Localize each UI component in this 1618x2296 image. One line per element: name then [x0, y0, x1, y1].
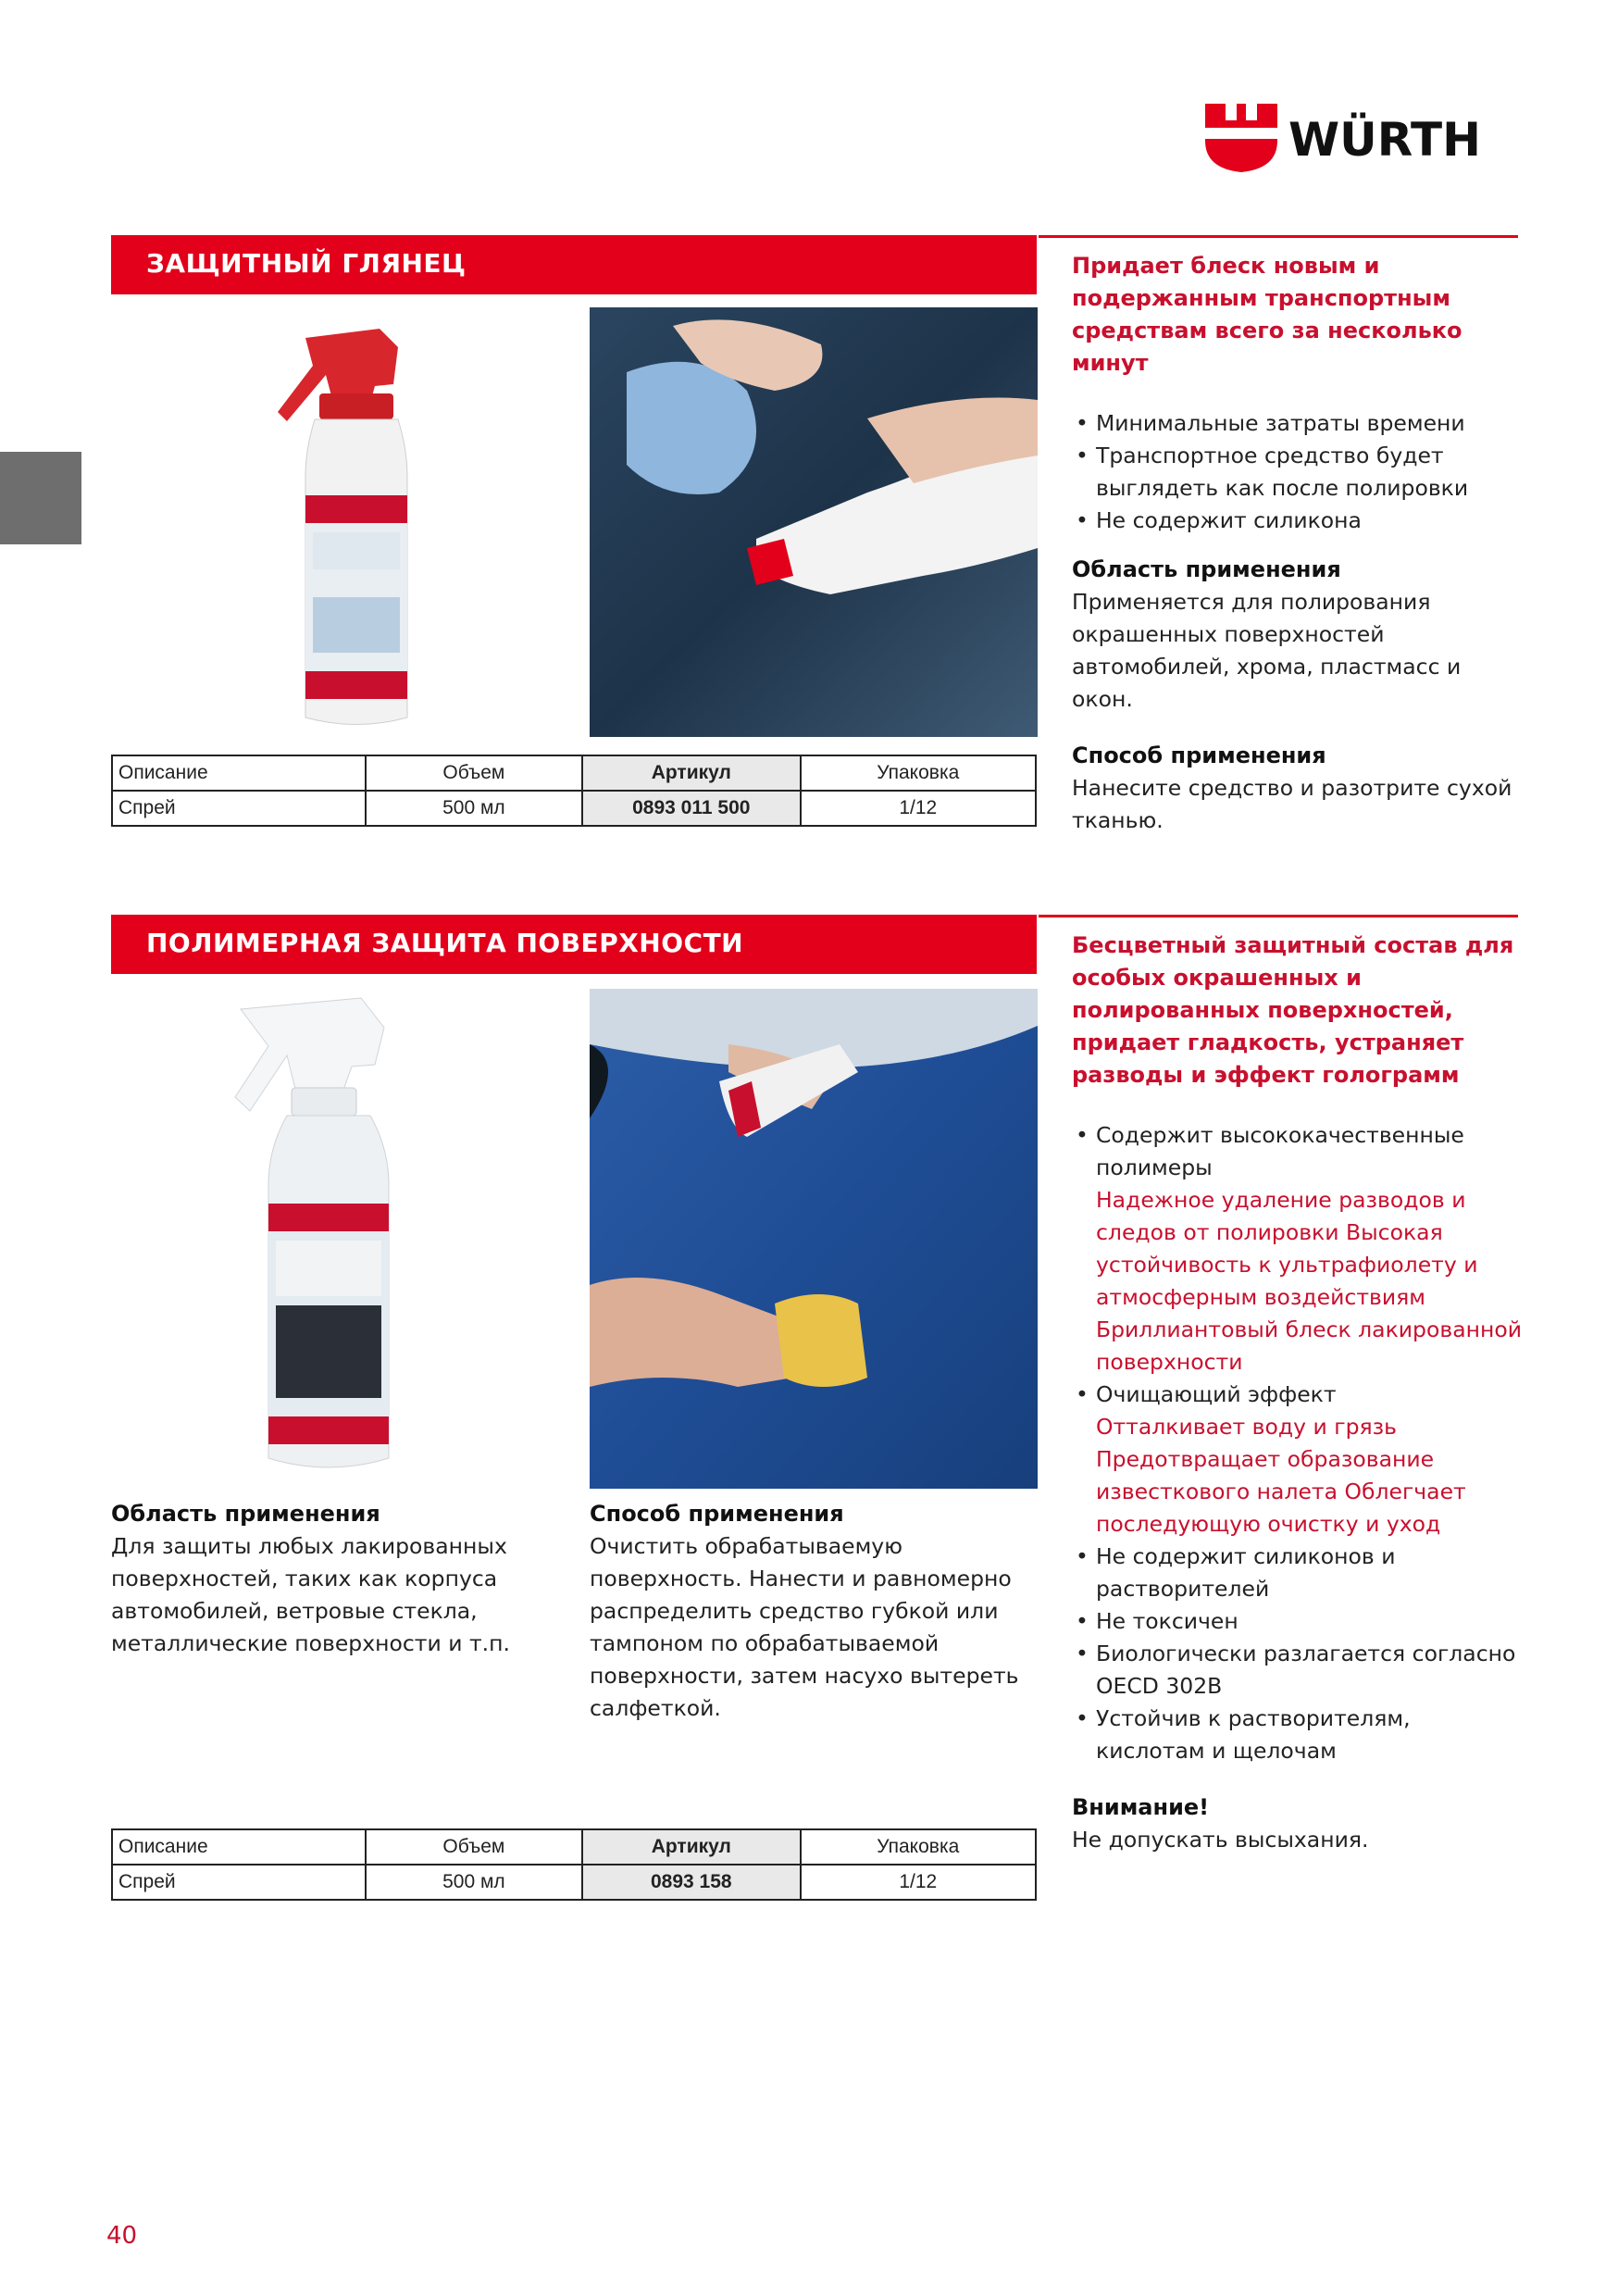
page-number: 40: [106, 2222, 138, 2250]
table-cell: 1/12: [801, 791, 1036, 826]
table-header: Артикул: [582, 755, 800, 791]
section2-header: [111, 915, 1037, 974]
bullet-item: • Не содержит силиконов и растворителей: [1072, 1541, 1525, 1605]
bullet-item: • Не токсичен: [1072, 1605, 1525, 1638]
section1-title: ЗАЩИТНЫЙ ГЛЯНЕЦ: [146, 248, 467, 279]
bullet-subtext: Надежное удаление разводов и следов от полировки Высокая устойчивость к ультрафиолету и атмосферным воздействиям Бриллиантовый блеск лакированной поверхности: [1096, 1187, 1522, 1375]
table-header-row: [112, 755, 1036, 791]
table-header: Упаковка: [801, 1829, 1036, 1865]
side-tab-marker: [0, 452, 81, 544]
section2-bullets: [1072, 1119, 1525, 1184]
section2-spec-table: [111, 1828, 1037, 1901]
table-header: Объем: [366, 1829, 582, 1865]
wurth-logo: [1203, 100, 1518, 174]
section2-title: ПОЛИМЕРНАЯ ЗАЩИТА ПОВЕРХНОСТИ: [146, 928, 744, 958]
table-header: Описание: [112, 755, 366, 791]
usage-area-heading: Область применения: [1072, 556, 1341, 582]
section1-header: [111, 235, 1037, 294]
bullet-item: • Транспортное средство будет выглядеть как после полировки: [1072, 440, 1525, 505]
bullet-item: • Устойчив к растворителям, кислотам и щелочам: [1072, 1703, 1525, 1767]
section1-bullets: [1072, 407, 1525, 537]
table-row: [112, 1865, 1036, 1900]
bullet-item: • Минимальные затраты времени: [1072, 407, 1525, 440]
logo-text: WÜRTH: [1288, 113, 1481, 167]
table-cell: 500 мл: [366, 791, 582, 826]
section2-usage-area: [111, 1498, 546, 1660]
table-cell: Спрей: [112, 1865, 366, 1900]
section1-rule: [1039, 235, 1518, 238]
usage-method-heading: Способ применения: [1072, 742, 1326, 768]
section2-rule: [1039, 915, 1518, 917]
table-cell: Спрей: [112, 791, 366, 826]
table-header: Объем: [366, 755, 582, 791]
usage-area-text: Для защиты любых лакированных поверхностей, таких как корпуса автомобилей, ветровые стекла, металлические поверхности и т.п.: [111, 1533, 510, 1656]
section1-description: [1072, 250, 1525, 837]
bullet-item: • Содержит высококачественные полимеры: [1072, 1119, 1525, 1184]
bullet-subtext: Отталкивает воду и грязь Предотвращает образование известкового налета Облегчает последующую очистку и уход: [1096, 1414, 1466, 1537]
table-row: [112, 791, 1036, 826]
section1-spec-table: [111, 755, 1037, 827]
table-header: Описание: [112, 1829, 366, 1865]
article-number: 0893 158: [582, 1865, 800, 1900]
usage-area-heading: Область применения: [111, 1501, 380, 1527]
section2-bullets: [1072, 1541, 1525, 1767]
polishing-photo: [590, 307, 1038, 737]
table-header: Упаковка: [801, 755, 1036, 791]
usage-area-text: Применяется для полирования окрашенных поверхностей автомобилей, хрома, пластмасс и окон.: [1072, 589, 1462, 712]
bullet-item: • Биологически разлагается согласно OECD 302B: [1072, 1638, 1525, 1703]
warning-text: Не допускать высыхания.: [1072, 1827, 1369, 1853]
section2-description: [1072, 930, 1525, 1856]
bullet-item: • Очищающий эффект: [1072, 1379, 1525, 1411]
spray-bottle-image: [222, 991, 435, 1477]
table-cell: 1/12: [801, 1865, 1036, 1900]
section2-tagline: Бесцветный защитный состав для особых окрашенных и полированных поверхностей, придает гладкость, устраняет разводы и эффект голограмм: [1072, 932, 1514, 1088]
table-header: Артикул: [582, 1829, 800, 1865]
section2-usage-method: [590, 1498, 1043, 1725]
spray-bottle-image: [268, 319, 444, 731]
application-photo: [590, 989, 1038, 1489]
table-header-row: [112, 1829, 1036, 1865]
warning-heading: Внимание!: [1072, 1794, 1210, 1820]
usage-method-heading: Способ применения: [590, 1501, 844, 1527]
article-number: 0893 011 500: [582, 791, 800, 826]
table-cell: 500 мл: [366, 1865, 582, 1900]
section2-bullets: [1072, 1379, 1525, 1411]
section1-tagline: Придает блеск новым и подержанным транспортным средствам всего за несколько минут: [1072, 253, 1462, 376]
bullet-item: • Не содержит силикона: [1072, 505, 1525, 537]
usage-method-text: Очистить обрабатываемую поверхность. Нанести и равномерно распределить средство губкой или тампоном по обрабатываемой поверхности, затем насухо вытереть салфеткой.: [590, 1533, 1019, 1721]
usage-method-text: Нанесите средство и разотрите сухой тканью.: [1072, 775, 1512, 833]
